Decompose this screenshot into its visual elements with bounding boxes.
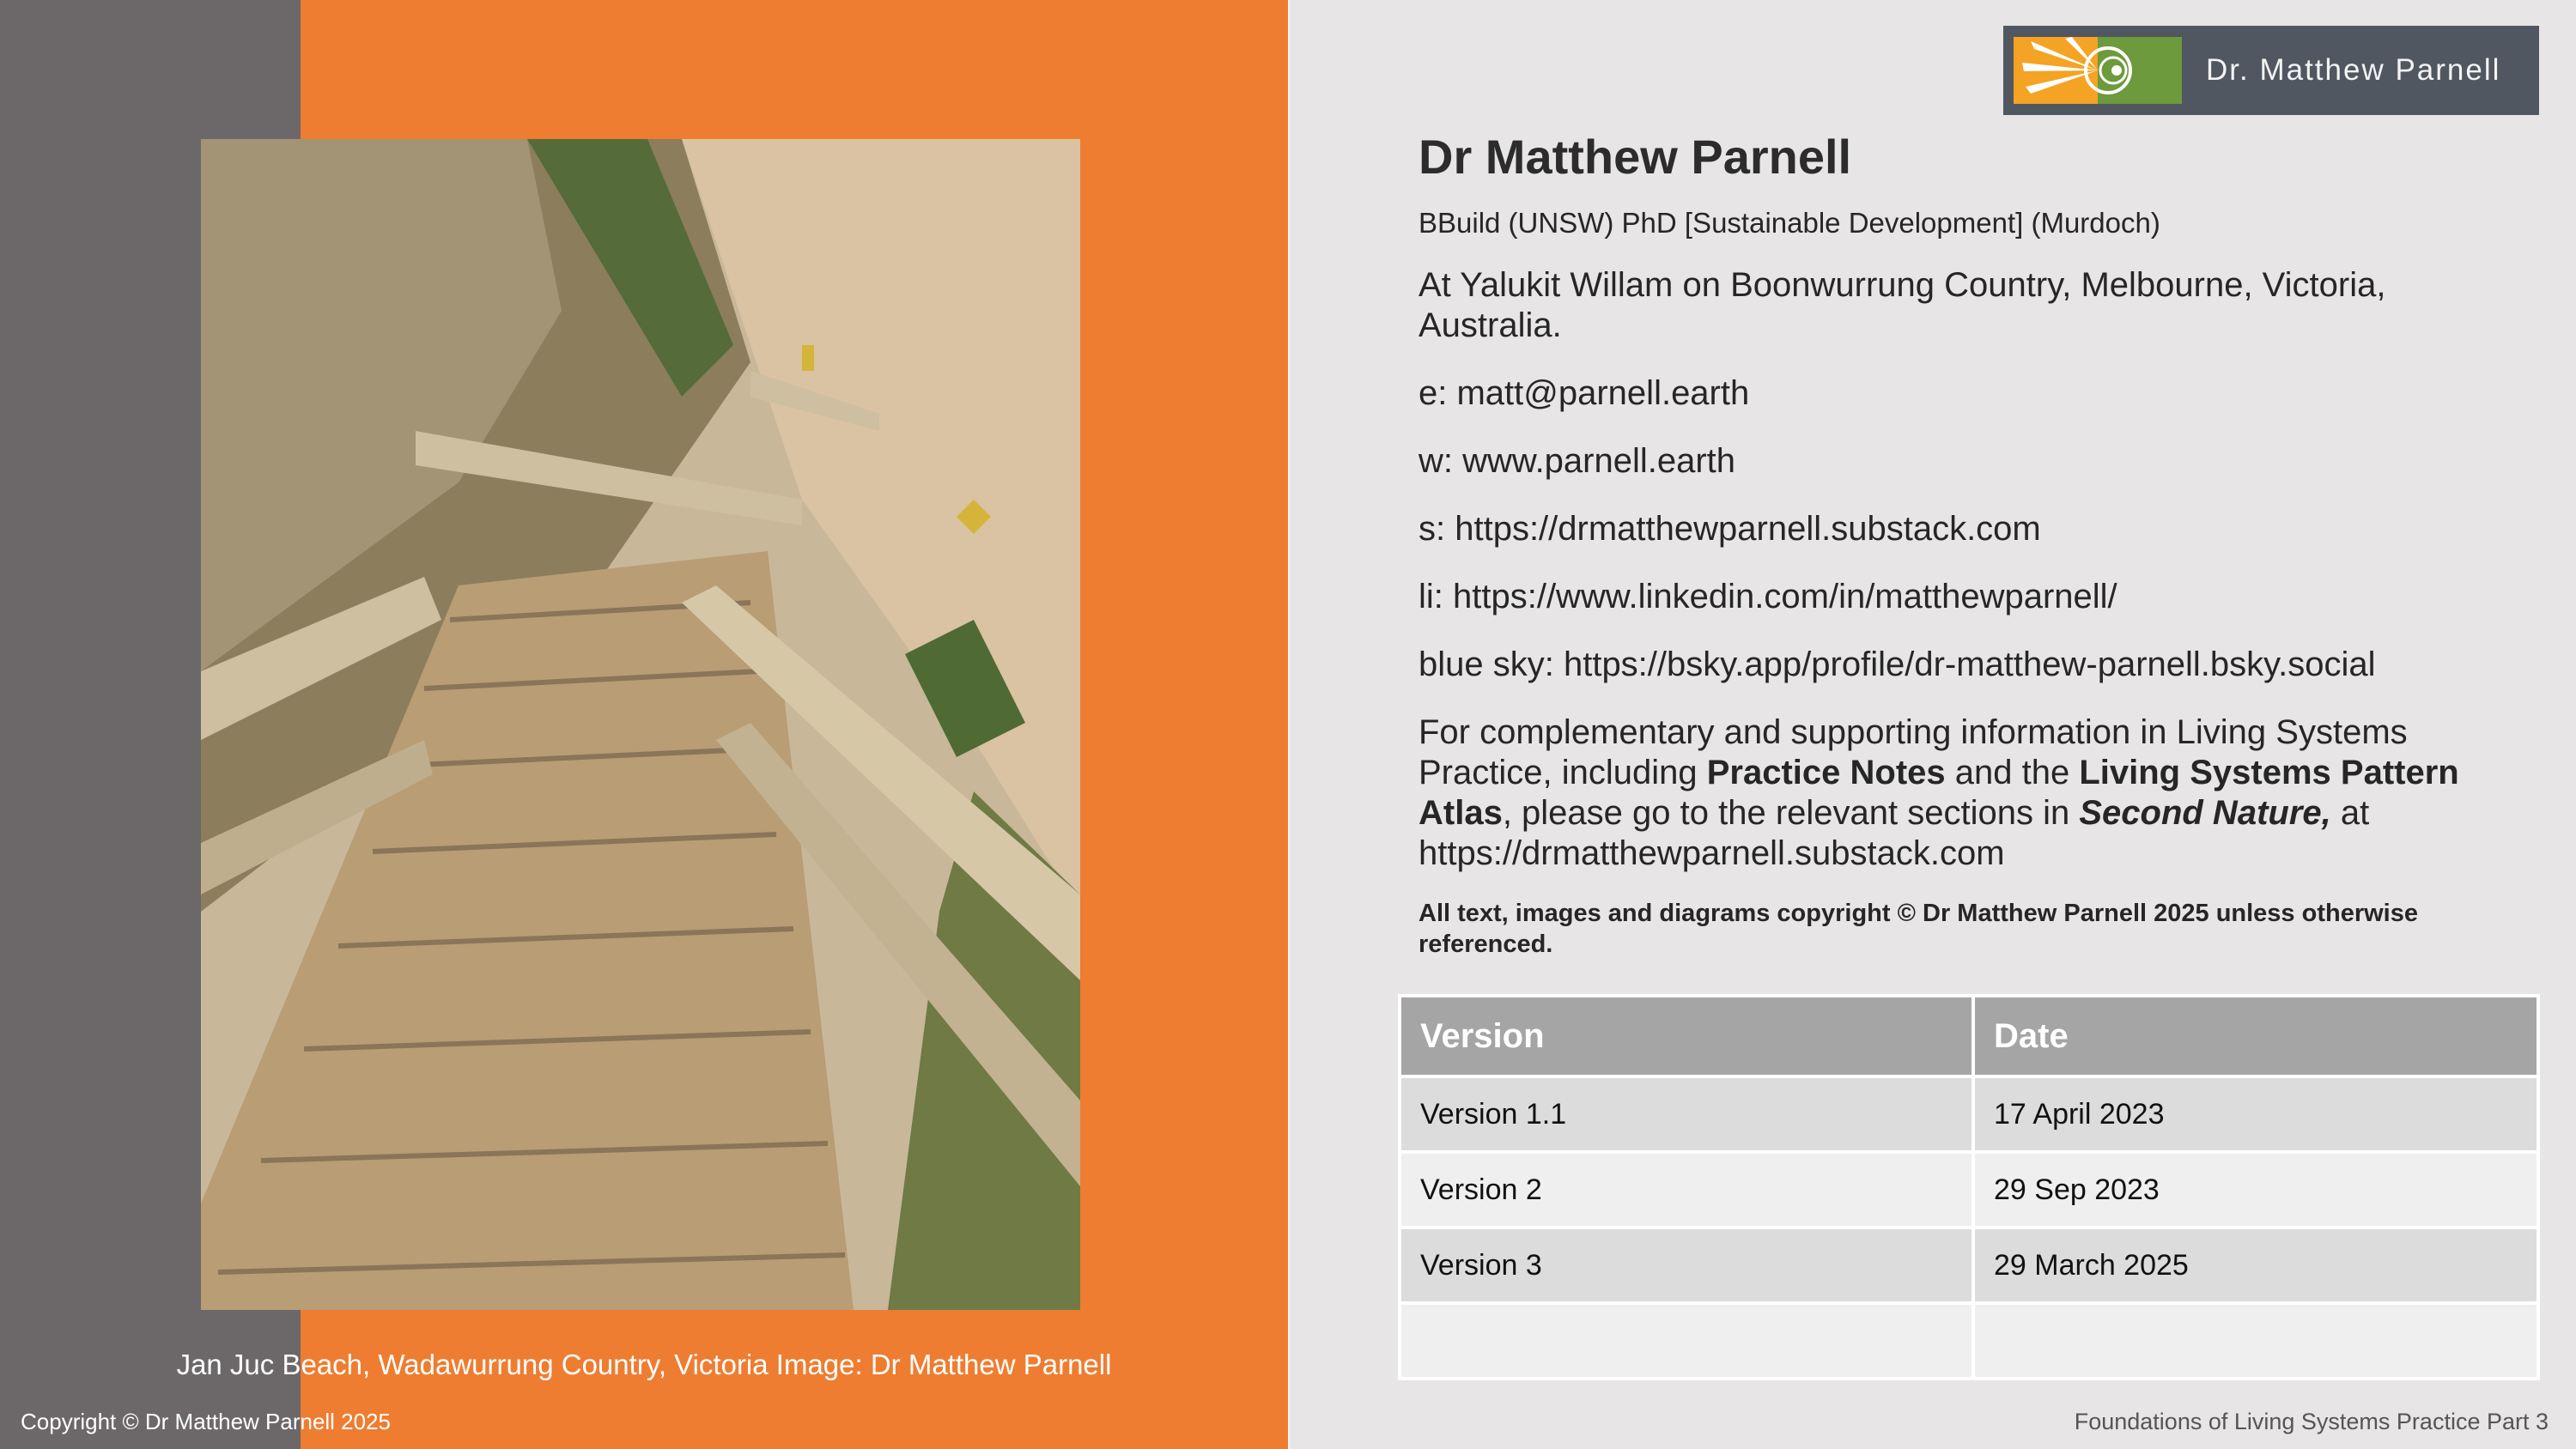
table-header-row [1400, 996, 2538, 1076]
info-text-1: For complementary and supporting information in Living Systems Practice, including [1419, 713, 2408, 791]
table-row [1400, 1152, 2538, 1228]
table-cell-date: 29 March 2025 [1973, 1228, 2538, 1303]
table-cell-version: Version 3 [1400, 1228, 1973, 1303]
table-cell-version: Version 1.1 [1400, 1076, 1973, 1152]
table-row [1400, 1303, 2538, 1379]
info-paragraph [1419, 712, 2535, 874]
profile-content [1419, 129, 2535, 960]
copyright-note: All text, images and diagrams copyright © Dr Matthew Parnell 2025 unless otherwise referenced. [1419, 900, 2418, 958]
table-cell-version: Version 2 [1400, 1152, 1973, 1228]
footer-title: Foundations of Living Systems Practice Part 3 [2074, 1409, 2549, 1434]
info-text-2: and the [1945, 754, 2080, 791]
version-table [1398, 994, 2540, 1380]
table-header-date: Date [1973, 996, 2538, 1076]
info-pattern-atlas: Living Systems Pattern Atlas [1419, 754, 2459, 832]
table-cell-date: 17 April 2023 [1973, 1076, 2538, 1152]
profile-location: At Yalukit Willam on Boonwurrung Country, Melbourne, Victoria, Australia. [1419, 266, 2386, 344]
profile-website[interactable]: w: www.parnell.earth [1419, 442, 1736, 480]
beach-stairs-photo [201, 139, 1080, 1310]
profile-name: Dr Matthew Parnell [1419, 130, 1852, 184]
profile-linkedin[interactable]: li: https://www.linkedin.com/in/matthewparnell/ [1419, 578, 2117, 615]
profile-bluesky[interactable]: blue sky: https://bsky.app/profile/dr-matthew-parnell.bsky.social [1419, 646, 2376, 683]
profile-email[interactable]: e: matt@parnell.earth [1419, 374, 1750, 412]
table-cell-date [1973, 1303, 2538, 1379]
profile-qualifications: BBuild (UNSW) PhD [Sustainable Development] (Murdoch) [1419, 207, 2160, 239]
nautilus-logo-icon [2014, 37, 2182, 104]
brand-logo [2003, 26, 2539, 115]
photo-caption: Jan Juc Beach, Wadawurrung Country, Victoria Image: Dr Matthew Parnell [176, 1349, 1112, 1380]
info-second-nature: Second Nature, [2079, 794, 2331, 832]
info-text-3: , please go to the relevant sections in [1502, 794, 2080, 832]
table-header-version: Version [1400, 996, 1973, 1076]
logo-text: Dr. Matthew Parnell [2206, 53, 2501, 87]
table-row [1400, 1228, 2538, 1303]
table-row [1400, 1076, 2538, 1152]
info-text-4: at https://drmatthewparnell.substack.com [1419, 794, 2370, 872]
profile-substack[interactable]: s: https://drmatthewparnell.substack.com [1419, 510, 2041, 548]
info-practice-notes: Practice Notes [1706, 754, 1946, 791]
table-cell-version [1400, 1303, 1973, 1379]
footer-copyright: Copyright © Dr Matthew Parnell 2025 [21, 1409, 392, 1434]
table-cell-date: 29 Sep 2023 [1973, 1152, 2538, 1228]
